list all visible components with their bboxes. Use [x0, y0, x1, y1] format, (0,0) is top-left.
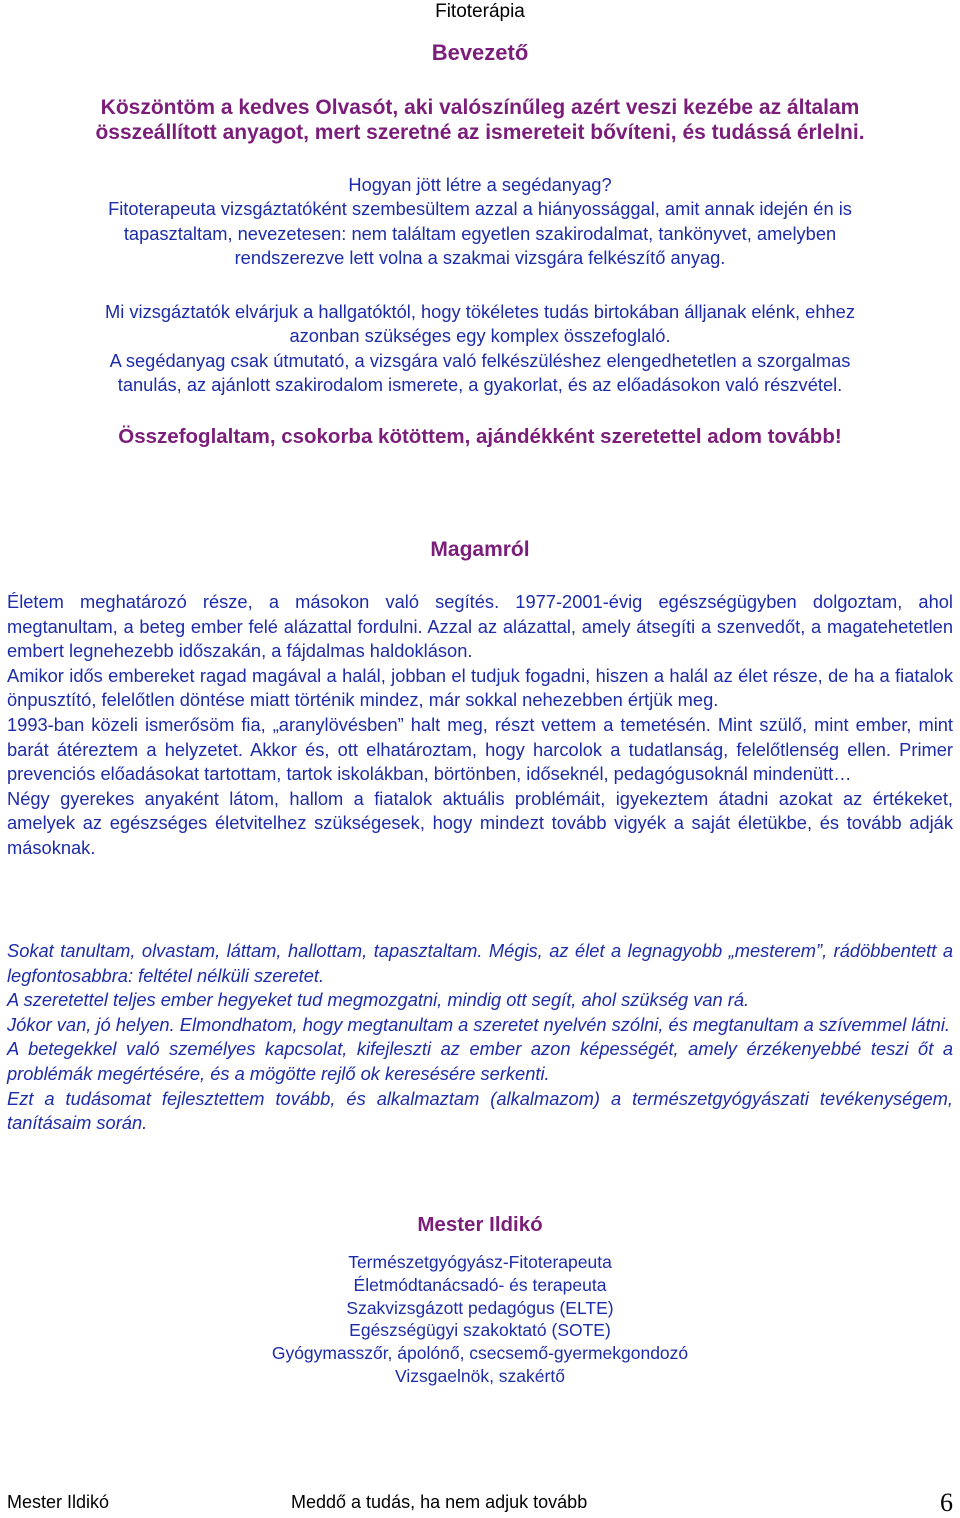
lead-line: összeállított anyagot, mert szeretné az ismereteit bővíteni, és tudássá érlelni. [95, 121, 865, 144]
lead-line: Köszöntöm a kedves Olvasót, aki valószínűleg azért veszi kezébe az általam [100, 96, 860, 119]
signature-title: Szakvizsgázott pedagógus (ELTE) [346, 1297, 614, 1318]
signature-title: Életmódtanácsadó- és terapeuta [353, 1274, 607, 1295]
intro-line: rendszerezve lett volna a szakmai vizsgára felkészítő anyag. [234, 247, 726, 269]
about-text: A szeretettel teljes ember hegyeket tud megmozgatni, mindig ott segít, ahol szükség van rá. [7, 989, 750, 1011]
about-text: A betegekkel való személyes kapcsolat, kifejleszti az ember azon képességét, amely érzékenyebbé teszi őt a problémák megértésére, és a mögötte rejlő ok keresésére serkenti. [7, 1038, 953, 1084]
signature-title: Egészségügyi szakoktató (SOTE) [349, 1320, 611, 1341]
intro-line: A segédanyag csak útmutató, a vizsgára való felkészüléshez elengedhetetlen a szorgalmas [109, 349, 851, 371]
signature-titles [0, 1251, 960, 1388]
signature-title: Gyógymasszőr, ápolónő, csecsemő-gyermekgondozó [271, 1343, 689, 1364]
about-text: Amikor idős embereket ragad magával a halál, jobban el tudjuk fogadni, hiszen a halál az élet része, de ha a fiatalok önpusztító, felelőtlen döntése miatt történik mindez, már sokkal nehezebben értjük meg. [7, 664, 953, 711]
footer-page-number: 6 [940, 1488, 953, 1517]
signature-title: Természetgyógyász-Fitoterapeuta [348, 1252, 612, 1272]
intro-line: tanulás, az ajánlott szakirodalom ismerete, a gyakorlat, és az előadásokon való részvétel. [117, 374, 843, 396]
about-text: 1993-ban közeli ismerősöm fia, „aranylövésben” halt meg, részt vettem a temetésén. Mint szülő, mint ember, mint barát átéreztem a helyzetet. Akkor és, ott elhatároztam, hogy harcolok a tudatlanság, felelőtlenség ellen. Primer prevenciós előadásokat tartottam, tartok iskolákban, börtönben, időseknél, pedagógusoknál mindenütt… [7, 713, 953, 785]
signature-title: Vizsgaelnök, szakértő [395, 1365, 565, 1386]
about-text: Ezt a tudásomat fejlesztettem tovább, és alkalmaztam (alkalmazom) a természetgyógyászati tevékenységem, tanításaim során. [7, 1087, 953, 1134]
intro-heading: Bevezető [431, 40, 529, 65]
footer-author: Mester Ildikó [7, 1492, 110, 1512]
intro-paragraph-1 [20, 173, 940, 271]
about-text: Sokat tanultam, olvastam, láttam, hallottam, tapasztaltam. Mégis, az élet a legnagyobb „mesterem”, rádöbbentett a legfontosabbra: feltétel nélküli szeretet. [7, 940, 953, 986]
intro-summary: Összefoglaltam, csokorba kötöttem, ajándékként szeretettel adom tovább! [118, 425, 842, 448]
intro-line: Hogyan jött létre a segédanyag? [348, 174, 612, 195]
footer-book-title: Meddő a tudás, ha nem adjuk tovább [291, 1492, 588, 1512]
about-text: Négy gyerekes anyaként látom, hallom a fiatalok aktuális problémáit, igyekeztem átadni azokat az értékeket, amelyek az egészséges életvitelhez szükségesek, hogy mindezt tovább vigyék a saját életükbe, és tovább adják másoknak. [7, 787, 953, 858]
intro-line: tapasztaltam, nevezetesen: nem találtam egyetlen szakirodalmat, tankönyvet, amelyben [123, 222, 837, 244]
about-heading: Magamról [430, 538, 530, 561]
about-paragraph-1 [7, 590, 953, 861]
about-text: Jókor van, jó helyen. Elmondhatom, hogy megtanultam a szeretet nyelvén szólni, és megtanultam a szívemmel látni. [7, 1013, 950, 1035]
intro-line: Fitoterapeuta vizsgáztatóként szembesültem azzal a hiányossággal, amit annak idején én is [108, 198, 852, 220]
intro-lead [0, 95, 960, 145]
intro-line: azonban szükséges egy komplex összefoglaló. [289, 325, 671, 347]
page-header: Fitoterápia [435, 1, 525, 22]
about-text: Életem meghatározó része, a másokon való segítés. 1977-2001-évig egészségügyben dolgoztam, ahol megtanultam, a beteg ember felé alázattal fordulni. Azzal az alázattal, amely átsegíti a szenvedőt, a magatehetetlen embert legnehezebb időszakán, a fájdalmas haldokláson. [7, 591, 953, 662]
intro-paragraph-2 [20, 300, 940, 398]
about-paragraph-2 [7, 939, 953, 1136]
intro-line: Mi vizsgáztatók elvárjuk a hallgatóktól, hogy tökéletes tudás birtokában álljanak elénk, ehhez [105, 301, 855, 322]
signature-name: Mester Ildikó [417, 1213, 543, 1236]
